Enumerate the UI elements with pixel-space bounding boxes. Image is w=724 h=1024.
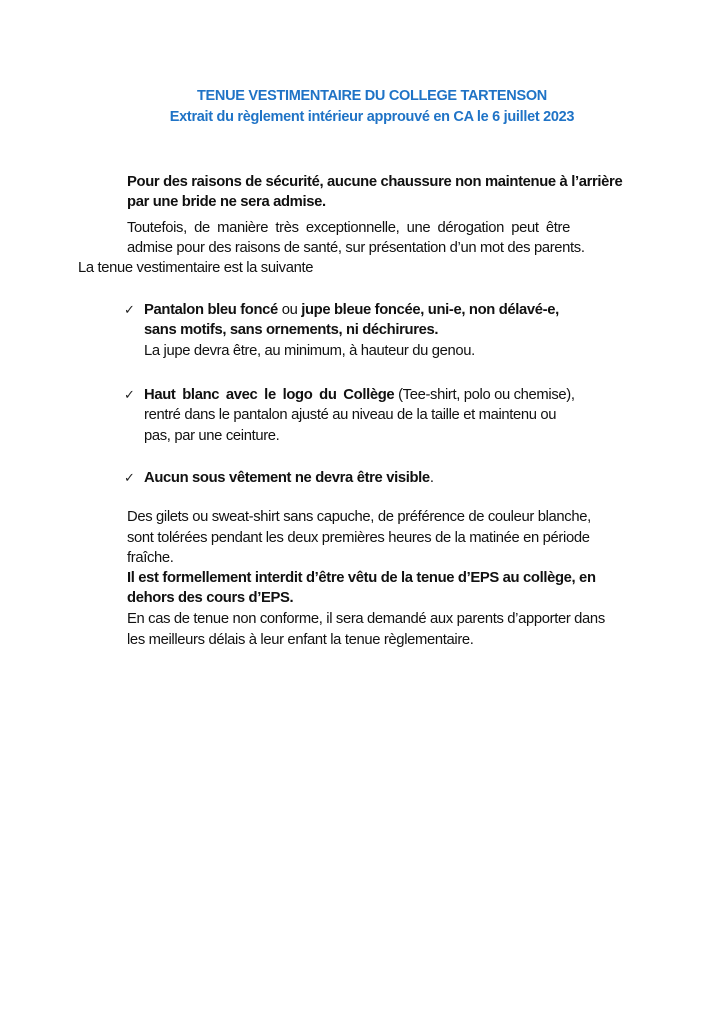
bullet-2-line-1 (144, 385, 575, 405)
bullet-3-line-1 (144, 468, 434, 488)
checkmark-icon: ✓ (124, 470, 135, 485)
bullet-2-line-3: pas, par une ceinture. (144, 428, 280, 444)
checkmark-icon: ✓ (124, 302, 135, 317)
bullet-3-underwear: Aucun sous vêtement ne devra être visible (144, 470, 430, 486)
nonconform-line-1: En cas de tenue non conforme, il sera demandé aux parents d’apporter dans (127, 611, 605, 627)
document-subtitle: Extrait du règlement intérieur approuvé en CA le 6 juillet 2023 (169, 109, 575, 125)
exception-line-1: Toutefois, de manière très exceptionnelle, une dérogation peut être (127, 220, 570, 236)
bullet-1-line-3: La jupe devra être, au minimum, à hauteur du genou. (144, 343, 475, 359)
bullet-1-or: ou (277, 302, 302, 318)
eps-rule-line-2: dehors des cours d’EPS. (127, 590, 294, 606)
bullet-1-pants: Pantalon bleu foncé (144, 302, 278, 318)
dress-code-intro: La tenue vestimentaire est la suivante (78, 260, 314, 276)
safety-rule-line-1: Pour des raisons de sécurité, aucune chaussure non maintenue à l’arrière (127, 174, 623, 190)
document-header (0, 86, 724, 128)
bullet-2-line-2: rentré dans le pantalon ajusté au niveau de la taille et maintenu ou (144, 407, 557, 423)
eps-rule-line-1: Il est formellement interdit d’être vêtu de la tenue d’EPS au collège, en (127, 570, 596, 586)
bullet-3-period: . (429, 470, 434, 486)
gilets-line-3: fraîche. (127, 550, 174, 566)
bullet-1-line-1 (144, 300, 559, 320)
bullet-2-top-detail: (Tee-shirt, polo ou chemise), (394, 387, 575, 403)
checkmark-icon: ✓ (124, 387, 135, 402)
bullet-1-line-2: sans motifs, sans ornements, ni déchirures. (144, 322, 439, 338)
nonconform-line-2: les meilleurs délais à leur enfant la tenue règlementaire. (127, 632, 474, 648)
document-title: TENUE VESTIMENTAIRE DU COLLEGE TARTENSON (197, 88, 547, 104)
bullet-1-skirt: jupe bleue foncée, uni-e, non délavé-e, (301, 302, 559, 318)
exception-line-2: admise pour des raisons de santé, sur présentation d’un mot des parents. (127, 240, 585, 256)
safety-rule-line-2: par une bride ne sera admise. (127, 194, 326, 210)
gilets-line-2: sont tolérées pendant les deux premières heures de la matinée en période (127, 530, 590, 546)
bullet-2-top: Haut blanc avec le logo du Collège (144, 387, 395, 403)
gilets-line-1: Des gilets ou sweat-shirt sans capuche, de préférence de couleur blanche, (127, 509, 591, 525)
